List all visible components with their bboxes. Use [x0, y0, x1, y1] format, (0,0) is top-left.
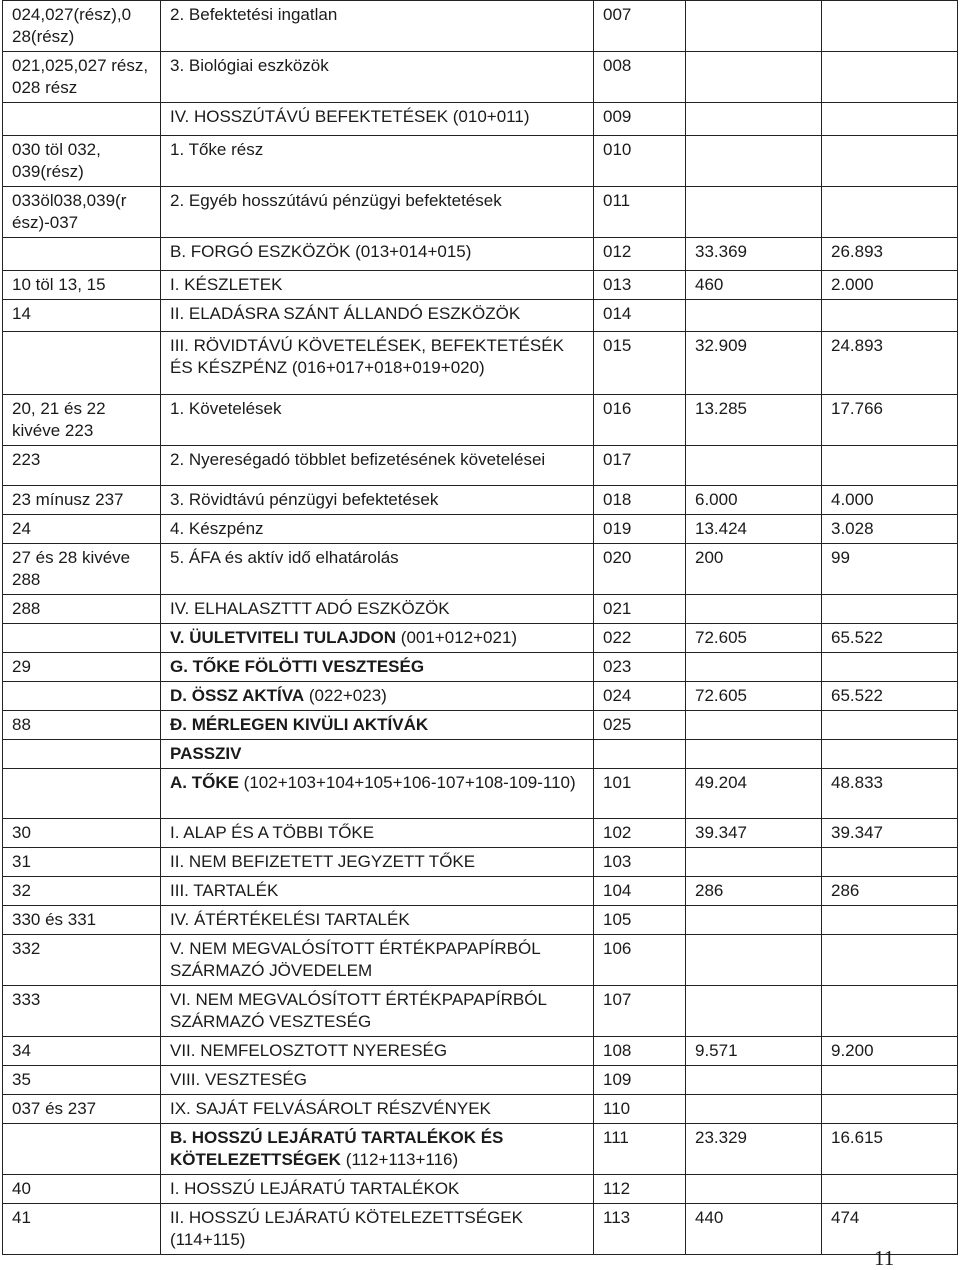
previous-year-value	[822, 711, 958, 740]
description-text: 3. Biológiai eszközök	[170, 56, 329, 75]
description-cell	[161, 395, 594, 446]
description-cell	[161, 136, 594, 187]
account-cell: 288	[3, 595, 161, 624]
aop-code-cell: 020	[594, 544, 686, 595]
previous-year-value: 48.833	[822, 769, 958, 819]
account-cell	[3, 624, 161, 653]
account-cell	[3, 1124, 161, 1175]
account-cell: 31	[3, 848, 161, 877]
account-cell: 332	[3, 935, 161, 986]
current-year-value	[686, 935, 822, 986]
table-row	[3, 300, 958, 332]
description-cell	[161, 1204, 594, 1255]
account-cell	[3, 332, 161, 395]
previous-year-value	[822, 1095, 958, 1124]
description-bold-text: Đ. MÉRLEGEN KIVÜLI AKTÍVÁK	[170, 715, 429, 734]
aop-code-cell: 011	[594, 187, 686, 238]
description-cell	[161, 877, 594, 906]
current-year-value	[686, 187, 822, 238]
account-cell	[3, 682, 161, 711]
account-cell: 32	[3, 877, 161, 906]
aop-code-cell: 113	[594, 1204, 686, 1255]
description-text: (102+103+104+105+106-107+108-109-110)	[238, 773, 576, 792]
description-text: 5. ÁFA és aktív idő elhatárolás	[170, 548, 399, 567]
table-row	[3, 1066, 958, 1095]
account-cell: 41	[3, 1204, 161, 1255]
description-cell	[161, 1124, 594, 1175]
table-row	[3, 595, 958, 624]
aop-code-cell: 107	[594, 986, 686, 1037]
current-year-value	[686, 1175, 822, 1204]
aop-code-cell: 112	[594, 1175, 686, 1204]
account-cell: 037 és 237	[3, 1095, 161, 1124]
current-year-value: 49.204	[686, 769, 822, 819]
description-text: 4. Készpénz	[170, 519, 264, 538]
previous-year-value: 39.347	[822, 819, 958, 848]
description-cell	[161, 711, 594, 740]
description-cell	[161, 624, 594, 653]
previous-year-value: 474	[822, 1204, 958, 1255]
aop-code-cell: 102	[594, 819, 686, 848]
description-cell	[161, 515, 594, 544]
balance-sheet-body	[3, 1, 958, 1255]
aop-code-cell: 024	[594, 682, 686, 711]
aop-code-cell: 008	[594, 52, 686, 103]
description-bold-text: D. ÖSSZ AKTÍVA	[170, 686, 305, 705]
table-row	[3, 136, 958, 187]
description-cell	[161, 103, 594, 136]
description-cell	[161, 544, 594, 595]
table-row	[3, 1095, 958, 1124]
table-row	[3, 1124, 958, 1175]
description-bold-text: A. TŐKE	[170, 773, 239, 792]
current-year-value	[686, 136, 822, 187]
table-row	[3, 1175, 958, 1204]
aop-code-cell: 022	[594, 624, 686, 653]
aop-code-cell: 106	[594, 935, 686, 986]
current-year-value	[686, 1095, 822, 1124]
account-cell: 10 töl 13, 15	[3, 271, 161, 300]
description-cell	[161, 769, 594, 819]
aop-code-cell: 018	[594, 486, 686, 515]
description-cell	[161, 819, 594, 848]
current-year-value	[686, 740, 822, 769]
aop-code-cell: 101	[594, 769, 686, 819]
account-cell: 223	[3, 446, 161, 486]
table-row	[3, 52, 958, 103]
account-cell: 021,025,027 rész, 028 rész	[3, 52, 161, 103]
account-cell	[3, 103, 161, 136]
current-year-value: 286	[686, 877, 822, 906]
description-text: II. HOSSZÚ LEJÁRATÚ KÖTELEZETTSÉGEK (114+115)	[170, 1208, 523, 1249]
previous-year-value: 99	[822, 544, 958, 595]
table-row	[3, 446, 958, 486]
aop-code-cell: 108	[594, 1037, 686, 1066]
aop-code-cell: 013	[594, 271, 686, 300]
table-row	[3, 906, 958, 935]
description-bold-text: G. TŐKE FÖLÖTTI VESZTESÉG	[170, 657, 425, 676]
description-text: 2. Befektetési ingatlan	[170, 5, 338, 24]
current-year-value: 200	[686, 544, 822, 595]
description-text: IV. HOSSZÚTÁVÚ BEFEKTETÉSEK (010+011)	[170, 107, 530, 126]
table-row	[3, 935, 958, 986]
description-cell	[161, 682, 594, 711]
table-row	[3, 271, 958, 300]
table-row	[3, 103, 958, 136]
current-year-value	[686, 848, 822, 877]
previous-year-value	[822, 848, 958, 877]
current-year-value: 33.369	[686, 238, 822, 271]
aop-code-cell: 104	[594, 877, 686, 906]
table-row	[3, 332, 958, 395]
description-cell	[161, 986, 594, 1037]
description-cell	[161, 653, 594, 682]
aop-code-cell: 103	[594, 848, 686, 877]
account-cell: 20, 21 és 22 kivéve 223	[3, 395, 161, 446]
description-cell	[161, 906, 594, 935]
current-year-value: 13.285	[686, 395, 822, 446]
previous-year-value: 3.028	[822, 515, 958, 544]
account-cell	[3, 769, 161, 819]
description-text: III. RÖVIDTÁVÚ KÖVETELÉSEK, BEFEKTETÉSÉK ÉS KÉSZPÉNZ (016+017+018+019+020)	[170, 336, 564, 377]
account-cell: 88	[3, 711, 161, 740]
current-year-value	[686, 103, 822, 136]
description-text: IV. ÁTÉRTÉKELÉSI TARTALÉK	[170, 910, 410, 929]
current-year-value	[686, 653, 822, 682]
account-cell: 333	[3, 986, 161, 1037]
table-row	[3, 1204, 958, 1255]
previous-year-value: 26.893	[822, 238, 958, 271]
description-text: III. TARTALÉK	[170, 881, 279, 900]
table-row	[3, 682, 958, 711]
current-year-value: 460	[686, 271, 822, 300]
previous-year-value: 286	[822, 877, 958, 906]
aop-code-cell: 019	[594, 515, 686, 544]
aop-code-cell: 010	[594, 136, 686, 187]
current-year-value	[686, 595, 822, 624]
account-cell: 23 mínusz 237	[3, 486, 161, 515]
current-year-value	[686, 52, 822, 103]
aop-code-cell: 110	[594, 1095, 686, 1124]
table-row	[3, 769, 958, 819]
current-year-value: 9.571	[686, 1037, 822, 1066]
table-row	[3, 624, 958, 653]
current-year-value	[686, 711, 822, 740]
previous-year-value	[822, 187, 958, 238]
description-bold-text: B. HOSSZÚ LEJÁRATÚ TARTALÉKOK ÉS KÖTELEZETTSÉGEK	[170, 1128, 504, 1169]
previous-year-value	[822, 1175, 958, 1204]
aop-code-cell	[594, 740, 686, 769]
description-bold-text: PASSZIV	[170, 744, 242, 763]
table-row	[3, 486, 958, 515]
account-cell: 033öl038,039(r ész)-037	[3, 187, 161, 238]
description-text: V. NEM MEGVALÓSÍTOTT ÉRTÉKPAPAPÍRBÓL SZÁRMAZÓ JÖVEDELEM	[170, 939, 541, 980]
description-cell	[161, 935, 594, 986]
description-text: II. NEM BEFIZETETT JEGYZETT TŐKE	[170, 852, 476, 871]
description-text: (112+113+116)	[340, 1150, 459, 1169]
description-text: VII. NEMFELOSZTOTT NYERESÉG	[170, 1041, 448, 1060]
previous-year-value: 16.615	[822, 1124, 958, 1175]
previous-year-value	[822, 1, 958, 52]
table-row	[3, 740, 958, 769]
current-year-value: 440	[686, 1204, 822, 1255]
account-cell: 024,027(rész),0 28(rész)	[3, 1, 161, 52]
aop-code-cell: 012	[594, 238, 686, 271]
description-cell	[161, 52, 594, 103]
previous-year-value	[822, 935, 958, 986]
previous-year-value: 17.766	[822, 395, 958, 446]
table-row	[3, 877, 958, 906]
aop-code-cell: 014	[594, 300, 686, 332]
current-year-value	[686, 1, 822, 52]
current-year-value: 39.347	[686, 819, 822, 848]
account-cell: 40	[3, 1175, 161, 1204]
current-year-value: 32.909	[686, 332, 822, 395]
previous-year-value	[822, 446, 958, 486]
table-row	[3, 1037, 958, 1066]
aop-code-cell: 016	[594, 395, 686, 446]
description-text: 3. Rövidtávú pénzügyi befektetések	[170, 490, 439, 509]
current-year-value: 23.329	[686, 1124, 822, 1175]
table-row	[3, 711, 958, 740]
aop-code-cell: 017	[594, 446, 686, 486]
description-bold-text: V. ÜULETVITELI TULAJDON	[170, 628, 397, 647]
description-cell	[161, 238, 594, 271]
description-cell	[161, 595, 594, 624]
table-row	[3, 848, 958, 877]
aop-code-cell: 105	[594, 906, 686, 935]
description-cell	[161, 187, 594, 238]
description-text: 1. Tőke rész	[170, 140, 264, 159]
description-text: I. HOSSZÚ LEJÁRATÚ TARTALÉKOK	[170, 1179, 460, 1198]
description-text: (001+012+021)	[396, 628, 518, 647]
aop-code-cell: 007	[594, 1, 686, 52]
balance-sheet	[2, 0, 957, 1255]
description-text: 2. Nyereségadó többlet befizetésének követelései	[170, 450, 546, 469]
description-cell	[161, 271, 594, 300]
current-year-value	[686, 1066, 822, 1095]
aop-code-cell: 111	[594, 1124, 686, 1175]
table-row	[3, 819, 958, 848]
account-cell	[3, 740, 161, 769]
previous-year-value: 65.522	[822, 624, 958, 653]
description-text: 2. Egyéb hosszútávú pénzügyi befektetések	[170, 191, 502, 210]
account-cell: 27 és 28 kivéve 288	[3, 544, 161, 595]
description-cell	[161, 1, 594, 52]
current-year-value: 13.424	[686, 515, 822, 544]
aop-code-cell: 109	[594, 1066, 686, 1095]
description-cell	[161, 332, 594, 395]
description-text: I. KÉSZLETEK	[170, 275, 283, 294]
previous-year-value	[822, 300, 958, 332]
previous-year-value	[822, 906, 958, 935]
current-year-value	[686, 986, 822, 1037]
account-cell: 330 és 331	[3, 906, 161, 935]
account-cell: 030 töl 032, 039(rész)	[3, 136, 161, 187]
description-cell	[161, 740, 594, 769]
description-text: IV. ELHALASZTTT ADÓ ESZKÖZÖK	[170, 599, 450, 618]
previous-year-value	[822, 52, 958, 103]
description-text: I. ALAP ÉS A TÖBBI TŐKE	[170, 823, 375, 842]
account-cell: 24	[3, 515, 161, 544]
current-year-value: 72.605	[686, 624, 822, 653]
current-year-value	[686, 300, 822, 332]
description-cell	[161, 848, 594, 877]
aop-code-cell: 015	[594, 332, 686, 395]
previous-year-value: 4.000	[822, 486, 958, 515]
description-text: VIII. VESZTESÉG	[170, 1070, 307, 1089]
description-cell	[161, 1037, 594, 1066]
previous-year-value: 9.200	[822, 1037, 958, 1066]
page-number: 11	[874, 1246, 895, 1270]
table-row	[3, 395, 958, 446]
table-row	[3, 238, 958, 271]
table-row	[3, 986, 958, 1037]
description-text: B. FORGÓ ESZKÖZÖK (013+014+015)	[170, 242, 472, 261]
table-row	[3, 187, 958, 238]
description-cell	[161, 300, 594, 332]
description-cell	[161, 446, 594, 486]
current-year-value: 6.000	[686, 486, 822, 515]
aop-code-cell: 009	[594, 103, 686, 136]
description-cell	[161, 1175, 594, 1204]
description-cell	[161, 1095, 594, 1124]
previous-year-value	[822, 653, 958, 682]
current-year-value: 72.605	[686, 682, 822, 711]
previous-year-value: 65.522	[822, 682, 958, 711]
aop-code-cell: 023	[594, 653, 686, 682]
previous-year-value	[822, 1066, 958, 1095]
description-text: 1. Követelések	[170, 399, 282, 418]
table-row	[3, 544, 958, 595]
account-cell: 14	[3, 300, 161, 332]
account-cell: 34	[3, 1037, 161, 1066]
table-row	[3, 1, 958, 52]
previous-year-value	[822, 740, 958, 769]
table-row	[3, 653, 958, 682]
aop-code-cell: 021	[594, 595, 686, 624]
description-cell	[161, 1066, 594, 1095]
previous-year-value: 24.893	[822, 332, 958, 395]
account-cell	[3, 238, 161, 271]
previous-year-value	[822, 986, 958, 1037]
previous-year-value	[822, 103, 958, 136]
description-text: II. ELADÁSRA SZÁNT ÁLLANDÓ ESZKÖZÖK	[170, 304, 521, 323]
description-cell	[161, 486, 594, 515]
table-row	[3, 515, 958, 544]
previous-year-value	[822, 136, 958, 187]
description-text: (022+023)	[304, 686, 387, 705]
current-year-value	[686, 906, 822, 935]
description-text: IX. SAJÁT FELVÁSÁROLT RÉSZVÉNYEK	[170, 1099, 491, 1118]
account-cell: 29	[3, 653, 161, 682]
previous-year-value	[822, 595, 958, 624]
balance-sheet-table	[2, 0, 958, 1255]
current-year-value	[686, 446, 822, 486]
previous-year-value: 2.000	[822, 271, 958, 300]
aop-code-cell: 025	[594, 711, 686, 740]
account-cell: 30	[3, 819, 161, 848]
account-cell: 35	[3, 1066, 161, 1095]
description-text: VI. NEM MEGVALÓSÍTOTT ÉRTÉKPAPAPÍRBÓL SZÁRMAZÓ VESZTESÉG	[170, 990, 547, 1031]
